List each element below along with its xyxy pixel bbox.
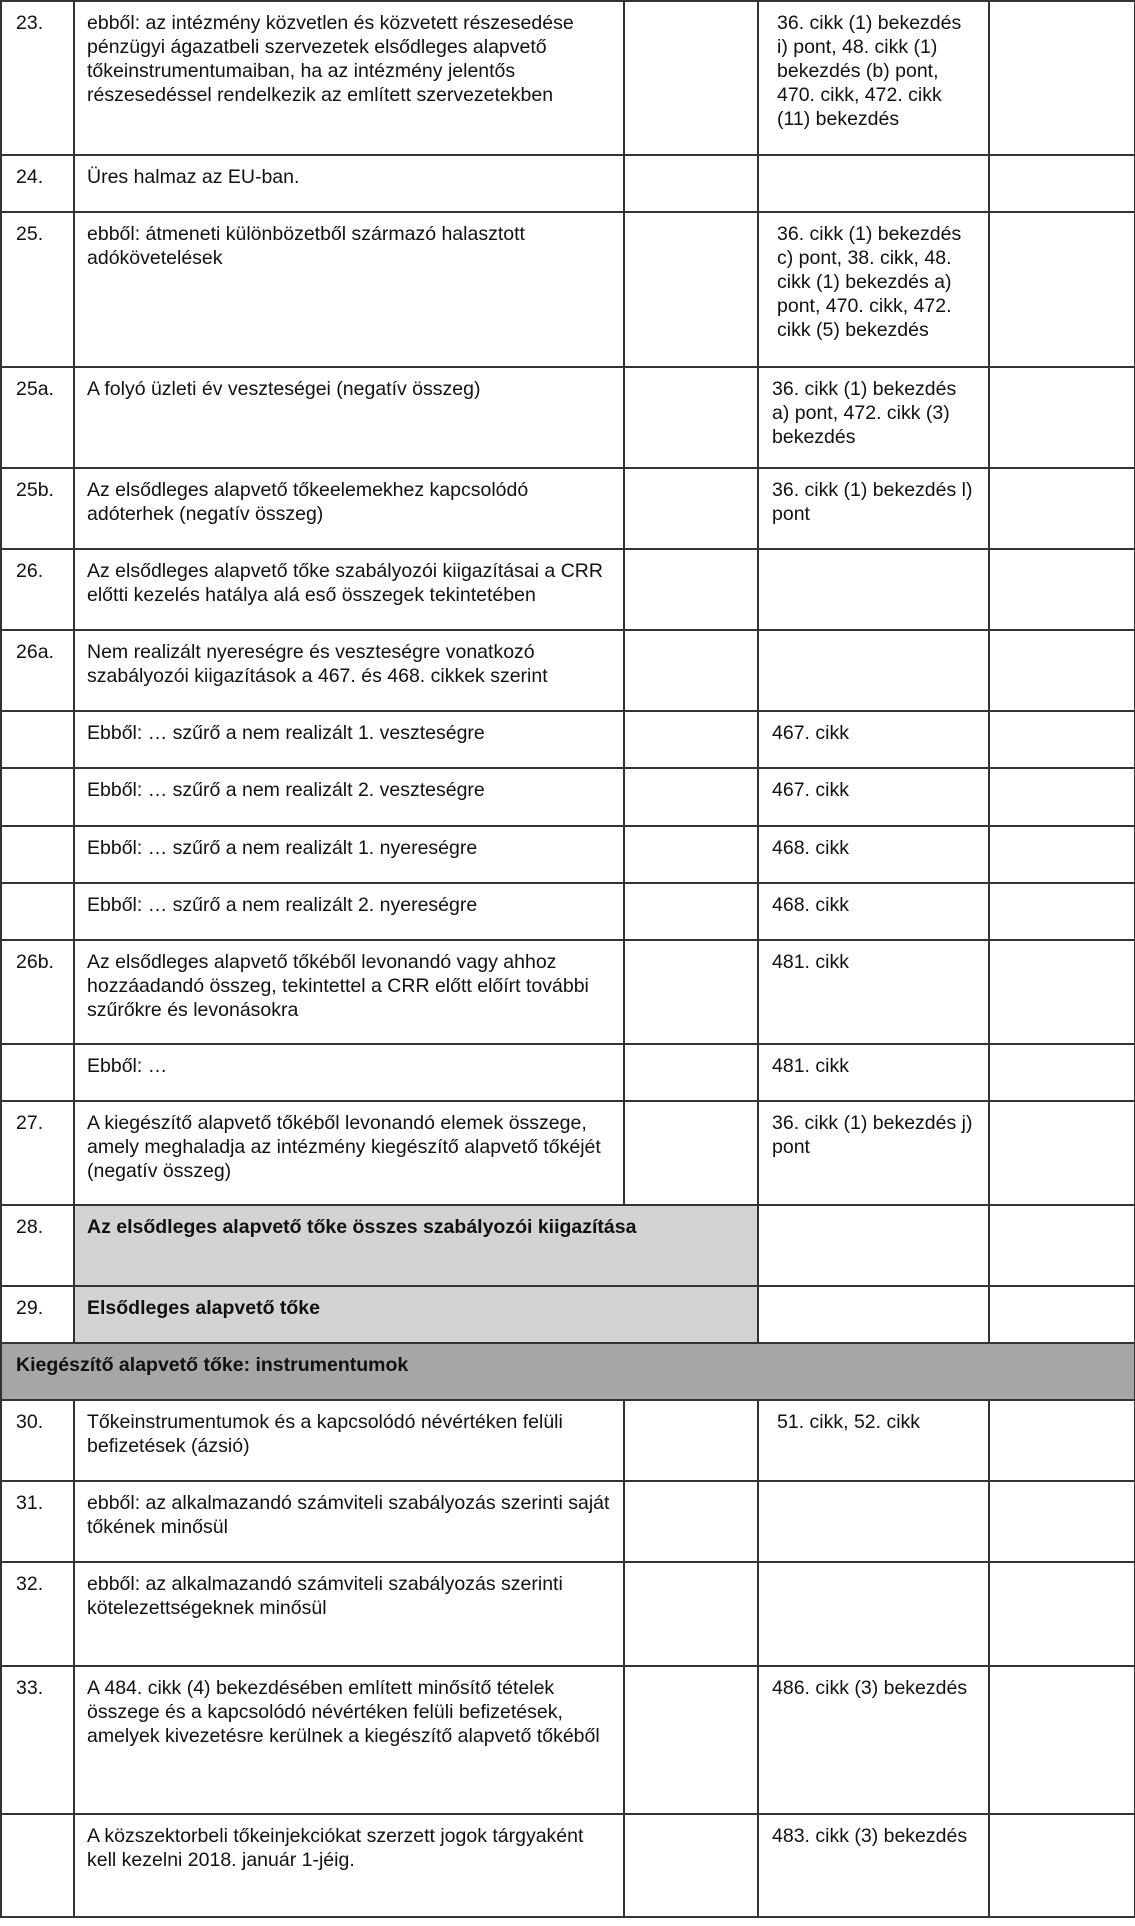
legal-reference: 36. cikk (1) bekezdés a) pont, 472. cikk (3) bekezdés	[758, 367, 989, 468]
empty-cell	[989, 367, 1135, 468]
legal-reference: 36. cikk (1) bekezdés c) pont, 38. cikk, 48. cikk (1) bekezdés a) pont, 470. cikk, 472. cikk (5) bekezdés	[758, 212, 989, 367]
legal-reference: 51. cikk, 52. cikk	[758, 1400, 989, 1481]
empty-cell	[989, 1205, 1135, 1286]
row-description: ebből: az intézmény közvetlen és közvetett részesedése pénzügyi ágazatbeli szervezetek elsődleges alapvető tőkeinstrumentumaiban, ha az intézmény jelentős részesedéssel rendelkezik az említett szervezetekben	[74, 1, 624, 155]
empty-cell	[989, 940, 1135, 1044]
empty-cell	[624, 1, 758, 155]
empty-cell	[624, 768, 758, 826]
row-number: 24.	[1, 155, 74, 212]
empty-cell	[989, 1562, 1135, 1666]
empty-cell	[989, 1101, 1135, 1205]
row-number: 27.	[1, 1101, 74, 1205]
legal-reference: 36. cikk (1) bekezdés i) pont, 48. cikk (1) bekezdés (b) pont, 470. cikk, 472. cikk (11) bekezdés	[758, 1, 989, 155]
empty-cell	[989, 1481, 1135, 1562]
empty-cell	[989, 826, 1135, 883]
empty-cell	[624, 1481, 758, 1562]
table-row	[1, 630, 1135, 711]
empty-cell	[989, 1400, 1135, 1481]
table-row	[1, 768, 1135, 826]
empty-cell	[624, 367, 758, 468]
row-description: ebből: az alkalmazandó számviteli szabályozás szerinti saját tőkének minősül	[74, 1481, 624, 1562]
legal-reference: 467. cikk	[758, 768, 989, 826]
empty-cell	[624, 1562, 758, 1666]
empty-cell	[624, 826, 758, 883]
empty-cell	[624, 549, 758, 630]
table-row	[1, 1101, 1135, 1205]
row-description: ebből: az alkalmazandó számviteli szabályozás szerinti kötelezettségeknek minősül	[74, 1562, 624, 1666]
empty-cell	[624, 940, 758, 1044]
table-body	[1, 1, 1135, 1917]
row-number	[1, 883, 74, 940]
empty-cell	[989, 212, 1135, 367]
row-number: 33.	[1, 1666, 74, 1814]
row-number: 28.	[1, 1205, 74, 1286]
empty-cell	[989, 1286, 1135, 1343]
legal-reference	[758, 1205, 989, 1286]
table-row	[1, 1562, 1135, 1666]
legal-reference	[758, 1481, 989, 1562]
empty-cell	[624, 155, 758, 212]
table-row	[1, 1, 1135, 155]
section-header-row	[1, 1343, 1135, 1400]
empty-cell	[624, 711, 758, 768]
row-description: Ebből: … szűrő a nem realizált 1. nyereségre	[74, 826, 624, 883]
row-number: 25a.	[1, 367, 74, 468]
empty-cell	[624, 1400, 758, 1481]
row-number: 26a.	[1, 630, 74, 711]
empty-cell	[989, 1, 1135, 155]
row-description: A 484. cikk (4) bekezdésében említett minősítő tételek összege és a kapcsolódó névértéken felüli befizetések, amelyek kivezetésre kerülnek a kiegészítő alapvető tőkéből	[74, 1666, 624, 1814]
row-number	[1, 711, 74, 768]
legal-reference	[758, 155, 989, 212]
row-number: 31.	[1, 1481, 74, 1562]
table-row	[1, 549, 1135, 630]
empty-cell	[624, 883, 758, 940]
row-number: 26.	[1, 549, 74, 630]
table-row	[1, 883, 1135, 940]
row-description: A folyó üzleti év veszteségei (negatív összeg)	[74, 367, 624, 468]
row-description: Ebből: … szűrő a nem realizált 2. veszteségre	[74, 768, 624, 826]
row-description: Ebből: …	[74, 1044, 624, 1101]
row-description: A kiegészítő alapvető tőkéből levonandó elemek összege, amely meghaladja az intézmény kiegészítő alapvető tőkéjét (negatív összeg)	[74, 1101, 624, 1205]
legal-reference: 467. cikk	[758, 711, 989, 768]
table-row	[1, 155, 1135, 212]
table-row	[1, 1666, 1135, 1814]
table-row	[1, 1044, 1135, 1101]
table-row	[1, 711, 1135, 768]
row-description: Üres halmaz az EU-ban.	[74, 155, 624, 212]
row-description: ebből: átmeneti különbözetből származó halasztott adókövetelések	[74, 212, 624, 367]
row-number: 29.	[1, 1286, 74, 1343]
table-row	[1, 1400, 1135, 1481]
legal-reference	[758, 1286, 989, 1343]
row-number	[1, 826, 74, 883]
row-number	[1, 1814, 74, 1917]
legal-reference: 36. cikk (1) bekezdés j) pont	[758, 1101, 989, 1205]
row-number	[1, 768, 74, 826]
row-number: 30.	[1, 1400, 74, 1481]
row-number: 32.	[1, 1562, 74, 1666]
empty-cell	[989, 630, 1135, 711]
row-number: 23.	[1, 1, 74, 155]
empty-cell	[989, 549, 1135, 630]
row-description: Elsődleges alapvető tőke	[74, 1286, 758, 1343]
empty-cell	[989, 468, 1135, 549]
table-row	[1, 468, 1135, 549]
empty-cell	[989, 883, 1135, 940]
legal-reference	[758, 549, 989, 630]
row-number	[1, 1044, 74, 1101]
table-row	[1, 1481, 1135, 1562]
legal-reference: 481. cikk	[758, 940, 989, 1044]
empty-cell	[624, 468, 758, 549]
table-row	[1, 1814, 1135, 1917]
row-number: 25b.	[1, 468, 74, 549]
row-description: Ebből: … szűrő a nem realizált 2. nyereségre	[74, 883, 624, 940]
row-description: Az elsődleges alapvető tőke szabályozói kiigazításai a CRR előtti kezelés hatálya alá eső összegek tekintetében	[74, 549, 624, 630]
empty-cell	[624, 1666, 758, 1814]
legal-reference	[758, 630, 989, 711]
row-description: Az elsődleges alapvető tőke összes szabályozói kiigazítása	[74, 1205, 758, 1286]
legal-reference: 486. cikk (3) bekezdés	[758, 1666, 989, 1814]
legal-reference: 36. cikk (1) bekezdés l) pont	[758, 468, 989, 549]
row-description: Az elsődleges alapvető tőkeelemekhez kapcsolódó adóterhek (negatív összeg)	[74, 468, 624, 549]
empty-cell	[624, 212, 758, 367]
table-row	[1, 1205, 1135, 1286]
table-row	[1, 826, 1135, 883]
empty-cell	[624, 630, 758, 711]
table-row	[1, 940, 1135, 1044]
table-row	[1, 1286, 1135, 1343]
legal-reference: 468. cikk	[758, 883, 989, 940]
legal-reference: 468. cikk	[758, 826, 989, 883]
row-description: Tőkeinstrumentumok és a kapcsolódó névértéken felüli befizetések (ázsió)	[74, 1400, 624, 1481]
empty-cell	[989, 155, 1135, 212]
empty-cell	[989, 768, 1135, 826]
empty-cell	[989, 1814, 1135, 1917]
row-description: Nem realizált nyereségre és veszteségre vonatkozó szabályozói kiigazítások a 467. és 468. cikkek szerint	[74, 630, 624, 711]
empty-cell	[624, 1814, 758, 1917]
empty-cell	[624, 1101, 758, 1205]
table-row	[1, 367, 1135, 468]
table-row	[1, 212, 1135, 367]
row-description: Az elsődleges alapvető tőkéből levonandó vagy ahhoz hozzáadandó összeg, tekintettel a CRR előtt előírt további szűrőkre és levonásokra	[74, 940, 624, 1044]
row-number: 26b.	[1, 940, 74, 1044]
empty-cell	[989, 1044, 1135, 1101]
legal-reference: 483. cikk (3) bekezdés	[758, 1814, 989, 1917]
row-number: 25.	[1, 212, 74, 367]
row-description: Ebből: … szűrő a nem realizált 1. veszteségre	[74, 711, 624, 768]
row-description: A közszektorbeli tőkeinjekciókat szerzett jogok tárgyaként kell kezelni 2018. január 1-jéig.	[74, 1814, 624, 1917]
section-header: Kiegészítő alapvető tőke: instrumentumok	[1, 1343, 1135, 1400]
empty-cell	[989, 1666, 1135, 1814]
empty-cell	[624, 1044, 758, 1101]
legal-reference	[758, 1562, 989, 1666]
empty-cell	[989, 711, 1135, 768]
legal-reference: 481. cikk	[758, 1044, 989, 1101]
